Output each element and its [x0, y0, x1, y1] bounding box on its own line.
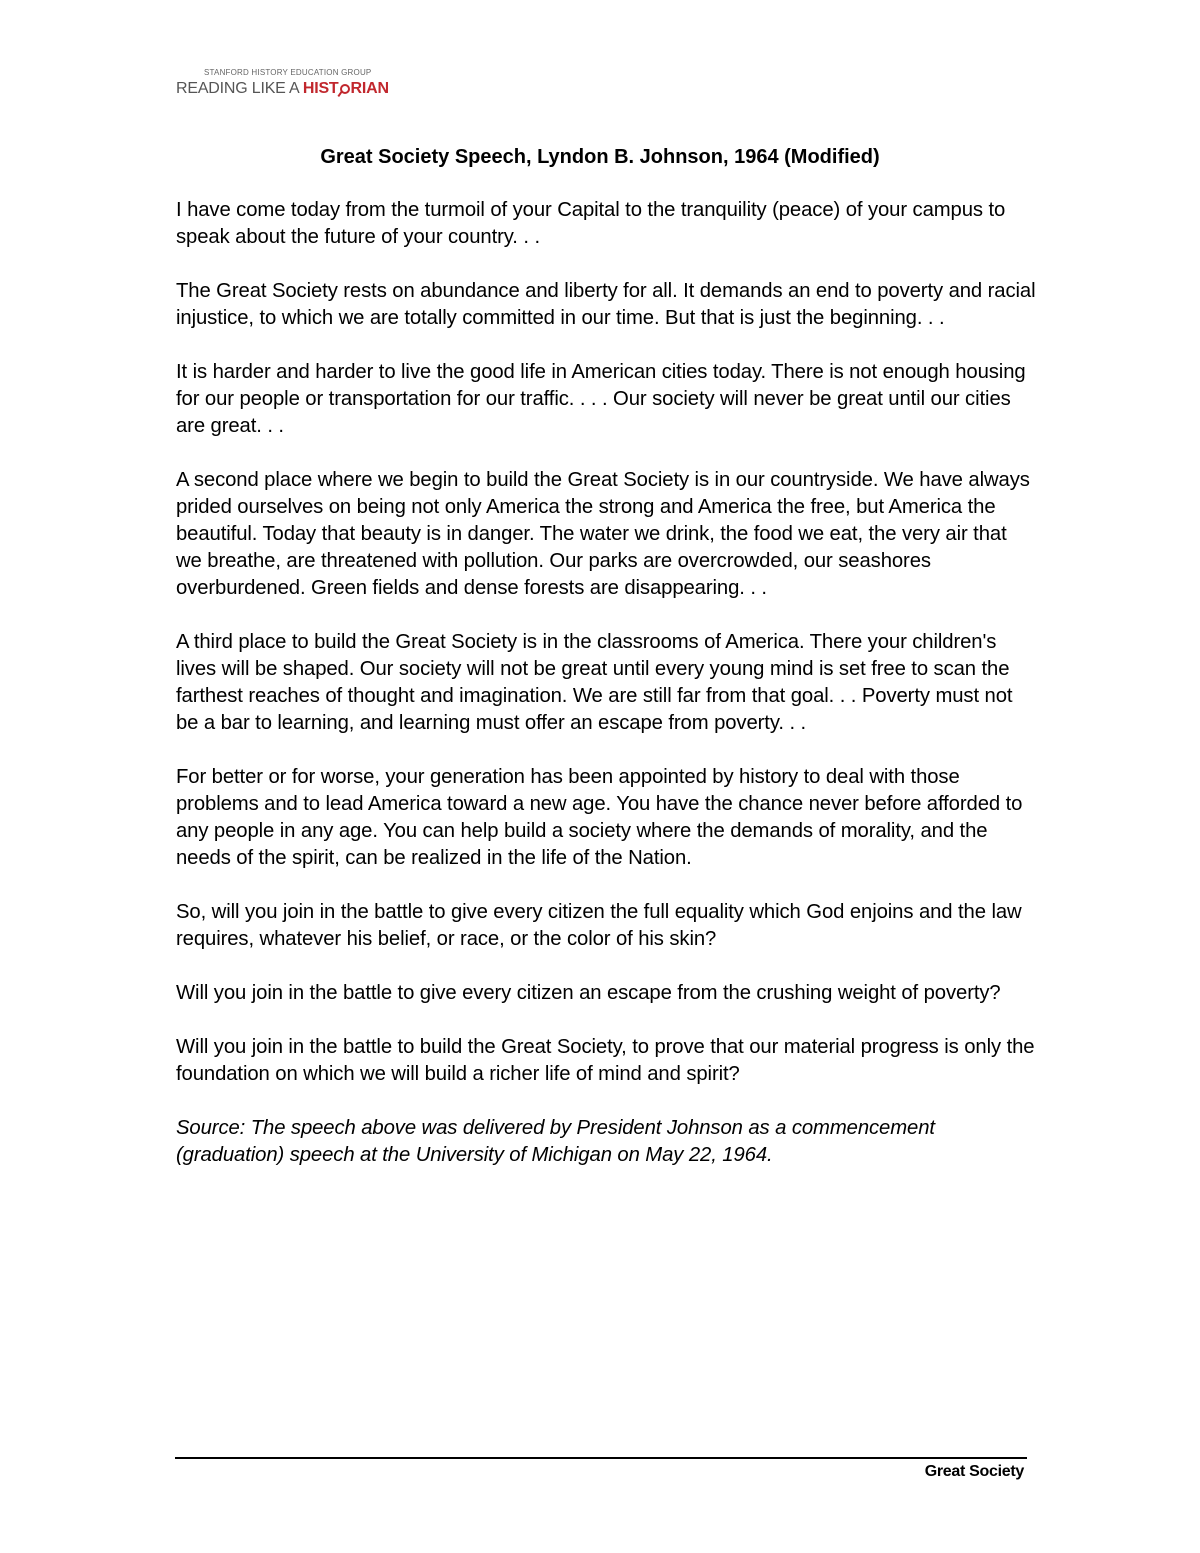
- paragraph: For better or for worse, your generation has been appointed by history to deal with those problems and to lead America toward a new age. You have the chance never before afforded to any people in any age. You can help build a society where the demands of morality, and the needs of the spirit, can be realized in the life of the Nation.: [176, 766, 1023, 869]
- paragraph: A second place where we begin to build the Great Society is in our countryside. We have always prided ourselves on being not only America the strong and America the free, but America the beautiful. Today that beauty is in danger. The water we drink, the food we eat, the very air that we breathe, are threatened with pollution. Our parks are overcrowded, our seashores overburdened. Green fields and dense forests are disappearing. . .: [176, 469, 1030, 599]
- logo-wordmark: [176, 80, 389, 98]
- reading-like-a-historian-logo: [176, 68, 389, 102]
- paragraph: I have come today from the turmoil of your Capital to the tranquility (peace) of your campus to speak about the future of your country. . .: [176, 199, 1006, 248]
- paragraph: The Great Society rests on abundance and liberty for all. It demands an end to poverty and racial injustice, to which we are totally committed in our time. But that is just the beginning. . .: [176, 280, 1036, 329]
- logo-text-part3: RIAN: [350, 80, 389, 97]
- source-citation: Source: The speech above was delivered by President Johnson as a commencement (graduation) speech at the University of Michigan on May 22, 1964.: [176, 1117, 935, 1166]
- document-title: Great Society Speech, Lyndon B. Johnson, 1964 (Modified): [320, 146, 880, 168]
- paragraph: Will you join in the battle to build the Great Society, to prove that our material progress is only the foundation on which we will build a richer life of mind and spirit?: [176, 1036, 1035, 1085]
- speech-body: [176, 197, 1036, 1196]
- footer-divider: [175, 1457, 1027, 1459]
- logo-subtitle: STANFORD HISTORY EDUCATION GROUP: [204, 68, 372, 77]
- logo-text-part1: READING LIKE A: [176, 80, 303, 97]
- paragraph: Will you join in the battle to give every citizen an escape from the crushing weight of poverty?: [176, 982, 1001, 1004]
- paragraph: It is harder and harder to live the good life in American cities today. There is not enough housing for our people or transportation for our traffic. . . . Our society will never be great until our cities are great. . .: [176, 361, 1026, 437]
- logo-text-part2: HIST: [302, 80, 339, 97]
- magnifier-icon: [340, 84, 350, 94]
- footer-label: Great Society: [924, 1463, 1024, 1480]
- paragraph: So, will you join in the battle to give every citizen the full equality which God enjoins and the law requires, whatever his belief, or race, or the color of his skin?: [176, 901, 1022, 950]
- paragraph: A third place to build the Great Society is in the classrooms of America. There your children's lives will be shaped. Our society will not be great until every young mind is set free to scan the farthest reaches of thought and imagination. We are still far from that goal. . . Poverty must not be a bar to learning, and learning must offer an escape from poverty. . .: [176, 631, 1013, 734]
